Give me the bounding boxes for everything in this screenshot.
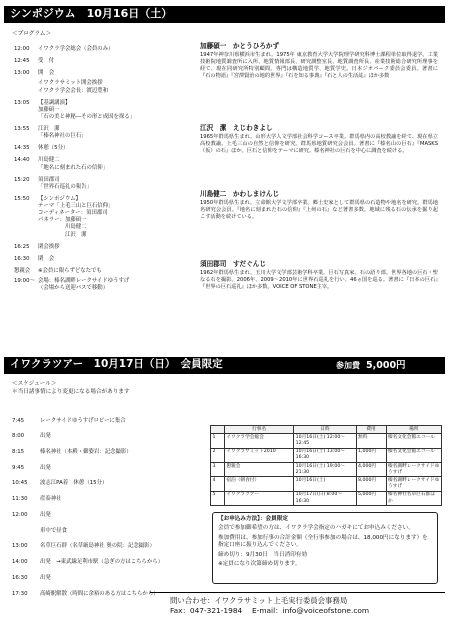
- program-title: 休憩（5分）: [38, 145, 69, 152]
- speaker-name: 江沢 潔 えじわきよし: [200, 124, 273, 132]
- tour-text: 出発: [40, 464, 51, 471]
- contact-details: [170, 606, 440, 616]
- program-detail: （会場から送迎バスで移動）: [38, 285, 109, 292]
- program-detail: テーマ「上毛三山と巨石信仰」: [38, 203, 114, 209]
- program-time: [14, 80, 38, 94]
- program-detail: 加藤碩一: [38, 106, 60, 113]
- contact-org: 問い合わせ：イワクラサミット上毛実行委員会事務局: [170, 596, 348, 605]
- program-detail: 「世界石巡礼の報告」: [38, 183, 92, 190]
- table-header: [211, 426, 225, 434]
- speaker-name: 加藤碩一 かとうひろかず: [200, 42, 280, 50]
- table-cell: 無料: [356, 434, 386, 448]
- tour-text: 高崎駅解散（時間に余裕のある方はこちらから）: [40, 590, 159, 597]
- table-row: [211, 434, 442, 448]
- program-time: 14:40: [14, 157, 30, 164]
- program-list: [14, 42, 202, 292]
- event-table: [210, 425, 442, 506]
- program-item: [14, 145, 202, 152]
- program-text: [38, 126, 202, 140]
- program-text: [38, 70, 202, 77]
- table-cell: イワクラツアー: [224, 491, 293, 505]
- program-item: [14, 46, 202, 53]
- table-cell: 10月16日(土) 12:00～12:45: [294, 434, 356, 448]
- speaker-name: 川島健二 かわしまけんじ: [200, 190, 280, 198]
- table-cell: 5,000円: [356, 491, 386, 505]
- speaker-kawashima: [200, 190, 438, 221]
- tour-time: 13:00: [12, 543, 28, 550]
- program-time: 15:20: [14, 176, 30, 183]
- table-cell: 10月17日(日) 8:00～16:30: [294, 491, 356, 505]
- apply-title: 【お申込み方法】：会員限定: [218, 516, 288, 522]
- table-cell: 5: [211, 491, 225, 505]
- table-cell: 榛名文化会館エコール: [386, 448, 441, 462]
- program-item: [14, 80, 202, 94]
- tour-item: [12, 496, 208, 503]
- program-title: 開 会: [38, 70, 55, 77]
- table-row: [211, 463, 442, 477]
- program-time: 16:30: [14, 255, 30, 262]
- program-title: 須田郡司: [38, 176, 60, 183]
- program-item: [14, 157, 202, 171]
- tour-item: [12, 512, 208, 519]
- program-title: ※会員に限らずどなたでも: [38, 267, 102, 274]
- program-item: [14, 244, 202, 251]
- tour-text: 名草巨石群（名草厳島神社 奥の院：記念撮影）: [40, 543, 155, 550]
- tour-text: 車中で昼食: [40, 527, 67, 534]
- table-row: [211, 477, 442, 491]
- program-text: [38, 256, 202, 263]
- program-item: [14, 196, 202, 239]
- program-text: [38, 46, 202, 53]
- program-text: [38, 100, 202, 121]
- tour-text: 出発 →東武線足利市駅（急ぎの方はこちらから）: [40, 559, 164, 566]
- table-cell: 10月16日(土) 13:00～16:30: [294, 448, 356, 462]
- fax-number: Fax：047-321-1984: [170, 605, 243, 615]
- table-cell: 8,000円: [356, 477, 386, 491]
- speaker-bio: 1962年群馬県生まれ。玉川大学文学部芸術学科卒業。巨石写真家、石の語り部。世界各地の巨石・聖なる石を撮影。2006年、2009～2010年に世界石巡礼を行い、46ヵ国を巡る。著書に『日本の巨石』『世界の巨石巡礼』ほか多数。VOICE OF STONE主宰。: [200, 269, 438, 290]
- program-time: 13:05: [14, 99, 30, 106]
- program-detail: イワクラ学会会長：渡辺豊和: [38, 87, 109, 94]
- program-text: [38, 268, 202, 275]
- program-time: 19:00～: [14, 278, 35, 284]
- program-detail: 江沢 潔: [38, 231, 87, 238]
- program-text: [38, 177, 202, 191]
- table-cell: 榛名文化会館エコール: [386, 434, 441, 448]
- speaker-kato: [200, 42, 438, 80]
- program-title: 受 付: [38, 58, 55, 65]
- program-item: [14, 100, 202, 121]
- apply-line: 会員で参加御希望の方は、イワクラ学会指定のハガキにてお申込みください。: [218, 525, 414, 532]
- program-title: イワクラ学会総会（会員のみ）: [38, 46, 114, 52]
- program-title: 【シンポジウム】: [38, 195, 81, 202]
- program-text: [38, 278, 202, 292]
- tour-item: [12, 575, 208, 582]
- table-row: [211, 491, 442, 505]
- program-text: [38, 157, 202, 171]
- tour-text: 出発: [40, 433, 51, 440]
- program-time: 16:25: [14, 243, 30, 250]
- tour-time: 10:45: [12, 480, 28, 487]
- program-time: 13:00: [14, 70, 30, 77]
- tour-item: [12, 528, 208, 535]
- table-cell: 4: [211, 477, 225, 491]
- tour-time: 17:30: [12, 590, 28, 597]
- program-text: [38, 244, 202, 251]
- program-time: 12:00: [14, 46, 30, 52]
- program-item: [14, 126, 202, 140]
- table-cell: 2: [211, 448, 225, 462]
- table-header: 行事名: [224, 426, 293, 434]
- email-link[interactable]: E-mail：info@voiceofstone.com: [251, 605, 370, 615]
- program-title: 【基調講演】: [38, 99, 71, 106]
- table-header: 日時: [294, 426, 356, 434]
- tour-item: [12, 418, 208, 425]
- program-detail: 「榛名神社の巨石」: [38, 133, 87, 140]
- tour-item: [12, 465, 208, 472]
- tour-item: [12, 480, 208, 487]
- program-title: イワクラサミット開会挨拶: [38, 80, 103, 87]
- program-time: 15:50: [14, 195, 30, 202]
- table-cell: 榛名湖畔レークサイドゆうすげ: [386, 463, 441, 477]
- fee-label: 参加費: [336, 361, 360, 370]
- schedule-header: ＜スケジュール＞: [12, 381, 57, 387]
- program-detail: 「石の美と神秘―その形と成因を探る」: [38, 113, 136, 120]
- program-item: [14, 278, 202, 292]
- program-item: [14, 256, 202, 263]
- tour-time: 14:00: [12, 559, 28, 566]
- program-item: [14, 177, 202, 191]
- table-cell: 10月16日(土): [294, 477, 356, 491]
- table-cell: 1: [211, 434, 225, 448]
- apply-line: 締め切り：9月30日 当日消印有効: [218, 551, 307, 558]
- table-cell: 1,000円: [356, 448, 386, 462]
- contact-footer: [170, 596, 440, 616]
- apply-line: 参加費用は、参加行事の合計金額（全行事参加の場合は、18,000円になります）を指定口座に振り込んでください。: [218, 534, 428, 549]
- program-title: 江沢 潔: [38, 126, 60, 132]
- tour-time: 8:00: [12, 433, 25, 440]
- symposium-title: シンポジウム 10月16日（土）: [10, 7, 173, 20]
- table-cell: イワクラ学会総会: [224, 434, 293, 448]
- program-item: [14, 58, 202, 65]
- table-header-row: [211, 426, 442, 434]
- apply-line: ※定員になり次第締め切ります。: [218, 560, 301, 567]
- program-item: [14, 70, 202, 77]
- tour-time: 9:45: [12, 464, 25, 471]
- tour-time: 11:30: [12, 496, 28, 503]
- symposium-title-bar: [4, 6, 445, 23]
- program-title: 閉会挨拶: [38, 243, 60, 250]
- fee-amount: 5,000円: [366, 360, 406, 371]
- program-time: 13:55: [14, 126, 30, 132]
- program-title: 会場：榛名湖畔レークサイドゆうすげ: [38, 278, 130, 284]
- tour-time: 8:15: [12, 449, 25, 456]
- tour-text: 出発: [40, 574, 51, 581]
- tour-time: 7:45: [12, 417, 25, 424]
- tour-schedule: [12, 409, 208, 598]
- program-text: [38, 80, 202, 94]
- speaker-bio: 1950年群馬県生まれ。立命館大学文学部卒業。郷土史家として群馬県の石造物や地名を研究。群馬地名研究会会員。『地名に刻まれた石の信仰』『上州の石』など著書多数。地域に残る石の伝承を掘り起こす活動を続けている。: [200, 199, 438, 220]
- tour-fee: [336, 360, 406, 373]
- tour-time: 16:30: [12, 574, 28, 581]
- program-item: [14, 268, 202, 275]
- footer-divider: [150, 592, 445, 593]
- tour-text: レークサイドゆうすげロビーに集合: [40, 417, 126, 424]
- table-cell: 10月16日(土) 19:00～21:30: [294, 463, 356, 477]
- tour-text: 波志江PA着 休憩（15分）: [40, 480, 108, 487]
- schedule-note: ＊当日諸事情により変更になる場合があります: [12, 389, 130, 395]
- program-header: ＜プログラム＞: [12, 31, 52, 37]
- application-box: [212, 512, 438, 584]
- table-cell: 榛名神社名草巨石群ほか: [386, 491, 441, 505]
- program-time: 懇親会: [14, 267, 31, 274]
- table-cell: 懇親会: [224, 463, 293, 477]
- tour-item: [12, 559, 208, 566]
- tour-text: 出発: [40, 511, 51, 518]
- speaker-ezawa: [200, 124, 438, 155]
- program-detail: コーディネーター：須田郡司: [38, 210, 108, 217]
- tour-time: [12, 528, 40, 535]
- table-cell: 榛名湖畔レークサイドゆうすげ: [386, 477, 441, 491]
- speaker-bio: 1947年神奈川県横浜市生まれ。1975年 東京教育大学大学院理学研究科博士課程単位取得退学。工業技術院地質調査所に入所、地質情報部長、研究調整室長、地質調査所長、産業技術総合研究所理事を経て、現在同研究所特別顧問。専門は構造地質学、地質学史。日本ジオパーク委員会委員。著書に『石の物語』『宮澤賢治の地的世界』『石を知る事典』『石と人の生活誌』ほか多数: [200, 51, 438, 79]
- tour-title-bar: [4, 357, 445, 374]
- tour-time: 12:00: [12, 511, 28, 518]
- speaker-suda: [200, 260, 438, 291]
- tour-item: [12, 543, 208, 550]
- program-time: 12:45: [14, 58, 30, 65]
- program-detail: パネラー：加藤碩一: [38, 217, 87, 224]
- tour-text: 産泰神社: [40, 496, 62, 503]
- program-detail: 「地名に刻まれた石の信仰」: [38, 164, 109, 171]
- table-header: 費用: [356, 426, 386, 434]
- program-text: [38, 145, 202, 152]
- program-detail: 川島健二: [38, 224, 87, 231]
- table-cell: 宿泊（朝食付）: [224, 477, 293, 491]
- program-title: 川島健二: [38, 157, 60, 164]
- table-cell: イワクラサミット2010: [224, 448, 293, 462]
- speaker-name: 須田郡司 すだぐんじ: [200, 260, 266, 268]
- tour-item: [12, 449, 208, 456]
- program-text: [38, 58, 202, 65]
- program-text: [38, 196, 202, 239]
- program-title: 閉 会: [38, 255, 55, 262]
- table-cell: 4,000円: [356, 463, 386, 477]
- program-time: 14:35: [14, 145, 30, 152]
- table-row: [211, 448, 442, 462]
- tour-title: イワクラツアー 10月17日（日） 会員限定: [10, 358, 223, 370]
- tour-item: [12, 433, 208, 440]
- tour-text: 榛名神社（本殿・御姿岩：記念撮影）: [40, 449, 132, 456]
- table-cell: 3: [211, 463, 225, 477]
- speaker-bio: 1965年群馬県生まれ。山形大学人文学部社会科学コース卒業。群馬県内の高校教諭を経て、現在県立高校教諭。上毛三山の自然と信仰を研究。群馬県地質研究会会員。著書に『榛名山の巨石』『MASKS（仮）の石』ほか。巨石と信仰をテーマに研究。榛名神社の巨石を中心に調査を続ける。: [200, 133, 438, 154]
- table-header: 場所: [386, 426, 441, 434]
